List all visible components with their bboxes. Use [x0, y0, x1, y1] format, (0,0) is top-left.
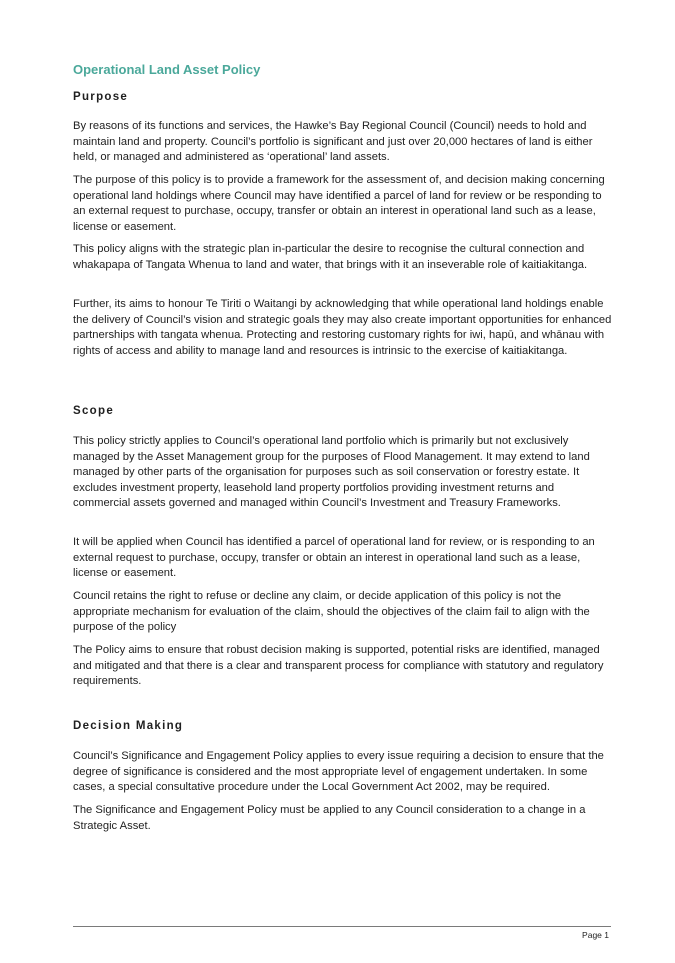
document-title: Operational Land Asset Policy — [73, 62, 261, 77]
paragraph: Council’s Significance and Engagement Policy applies to every issue requiring a decision to ensure that the degree of significance is considered and the most appropriate level of engagement undertaken. In some cases, a special consultative procedure under the Local Government Act 2002, may be required. — [73, 750, 604, 794]
paragraph: Council retains the right to refuse or decline any claim, or decide application of this policy is not the appropriate mechanism for evaluation of the claim, should the objectives of the claim fail to align with the purpose of the policy — [73, 590, 590, 634]
paragraph: This policy strictly applies to Council’s operational land portfolio which is primarily but not exclusively managed by the Asset Management group for the purposes of Flood Management. It may extend to land managed by other parts of the organisation for purposes such as soil conservation or forestry estate. It excludes investment property, leasehold land property portfolios providing investment returns and commercial assets governed and managed within Council’s Investment and Treasury Frameworks. — [73, 435, 590, 510]
paragraph: The purpose of this policy is to provide a framework for the assessment of, and decision making concerning operational land holdings where Council may have identified a parcel of land for review or be responding to an external request to purchase, occupy, transfer or obtain an interest in operational land such as a lease, license or easement. — [73, 174, 605, 233]
paragraph: The Significance and Engagement Policy must be applied to any Council consideration to a change in a Strategic Asset. — [73, 804, 586, 832]
section-heading-scope: Scope — [73, 405, 115, 417]
section-heading-decision-making: Decision Making — [73, 720, 184, 732]
section-heading-purpose: Purpose — [73, 91, 129, 103]
paragraph: It will be applied when Council has identified a parcel of operational land for review, or is responding to an external request to purchase, occupy, transfer or obtain an interest in operational land such as a lease, license or easement. — [73, 536, 595, 580]
paragraph: This policy aligns with the strategic plan in-particular the desire to recognise the cultural connection and whakapapa of Tangata Whenua to land and water, that brings with it an inseverable role of kaitiakitanga. — [73, 243, 588, 271]
paragraph: Further, its aims to honour Te Tiriti o Waitangi by acknowledging that while operational land holdings enable the delivery of Council’s vision and strategic goals they may also create important opportunities for enhanced partnerships with tangata whenua. Protecting and restoring customary rights for iwi, hapū, and whānau with rights of access and ability to manage land and resources is intrinsic to the exercise of kaitiakitanga. — [73, 298, 612, 357]
footer-divider — [73, 926, 611, 927]
paragraph: The Policy aims to ensure that robust decision making is supported, potential risks are identified, managed and mitigated and that there is a clear and transparent process for compliance with statutory and regulatory requirements. — [73, 644, 604, 688]
paragraph: By reasons of its functions and services, the Hawke’s Bay Regional Council (Council) needs to hold and maintain land and property. Council’s portfolio is significant and just over 20,000 hectares of land is either held, or managed and administered as ‘operational’ land assets. — [73, 120, 593, 164]
page-number: Page 1 — [582, 930, 609, 940]
